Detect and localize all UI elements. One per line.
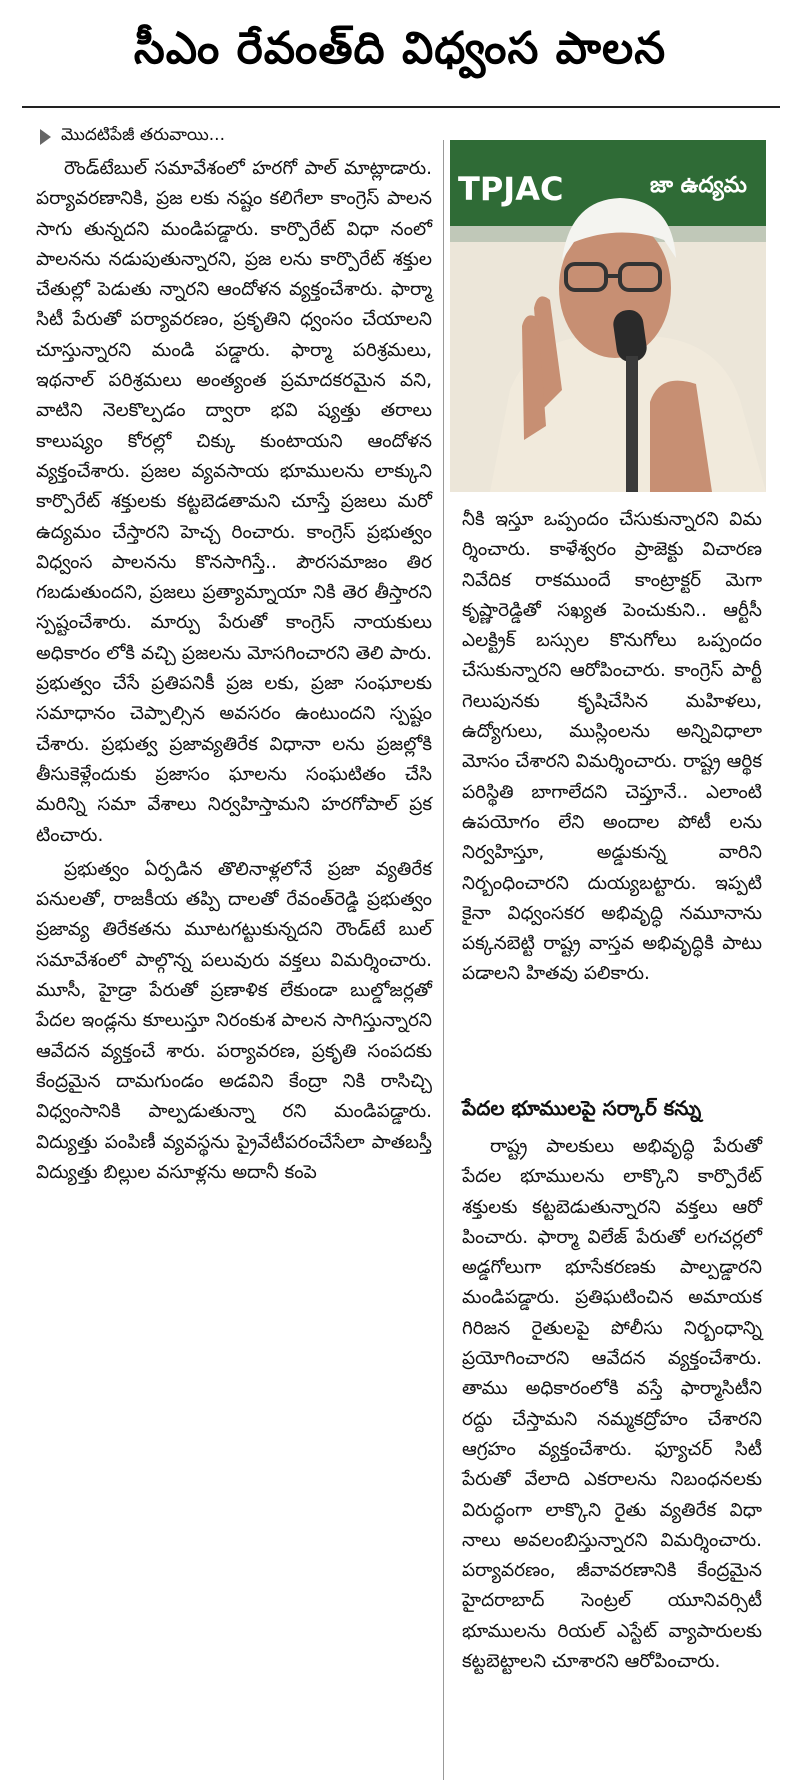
right-column-bottom	[462, 1132, 762, 1677]
right-column-top	[462, 505, 762, 990]
chevron-right-icon	[40, 129, 51, 145]
continuation-label	[40, 120, 225, 154]
right-paragraph-2: రాష్ట్ర పాలకులు అభివృద్ధి పేరుతో పేదల భూములను లాక్కొని కార్పొరేట్ శక్తులకు కట్టబెడుతున్నారని వక్తలు ఆరో పించారు. ఫార్మా విలేజ్ పేరుతో లగచర్లలో అడ్డగోలుగా భూసేకరణకు పాల్పడ్డారని మండిపడ్డారు. ప్రతిఘటించిన అమాయక గిరిజన రైతులపై పోలీసు నిర్బంధాన్ని ప్రయోగించారని ఆవేదన వ్యక్తంచేశారు. తాము అధికారంలోకి వస్తే ఫార్మాసిటీని రద్దు చేస్తామని నమ్మకద్రోహం చేశారని ఆగ్రహం వ్యక్తంచేశారు. ఫ్యూచర్ సిటీ పేరుతో వేలాది ఎకరాలను నిబంధనలకు విరుద్ధంగా లాక్కొని రైతు వ్యతిరేక విధా నాలు అవలంబిస్తున్నారని విమర్శించారు. పర్యావరణం, జీవావరణానికి కేంద్రమైన హైదరాబాద్ సెంట్రల్ యూనివర్సిటీ భూములను రియల్ ఎస్టేట్ వ్యాపారులకు కట్టబెట్టాలని చూశారని ఆరోపించారు.	[462, 1136, 762, 1673]
right-paragraph-1: నీకి ఇస్తూ ఒప్పందం చేసుకున్నారని విమ ర్శించారు. కాళేశ్వరం ప్రాజెక్టు విచారణ నివేదిక రాకముందే కాంట్రాక్టర్ మెగా కృష్ణారెడ్డితో సఖ్యత పెంచుకుని.. ఆర్టీసీ ఎలక్ట్రిక్ బస్సుల కొనుగోలు ఒప్పందం చేసుకున్నారని ఆరోపించారు. కాంగ్రెస్ పార్టీ గెలుపునకు కృషిచేసిన మహిళలు, ఉద్యోగులు, ముస్లింలను అన్నివిధాలా మోసం చేశారని విమర్శించారు. రాష్ట్ర ఆర్థిక పరిస్థితి బాగాలేదని చెప్తూనే.. ఎలాంటి ఉపయోగం లేని అందాల పోటీ లను నిర్వహిస్తూ, అడ్డుకున్న వారిని నిర్బంధించారని దుయ్యబట్టారు. ఇప్పటి కైనా విధ్వంసకర అభివృద్ధి నమూనాను పక్కనబెట్టి రాష్ట్ర వాస్తవ అభివృద్ధికి పాటు పడాలని హితవు పలికారు.	[462, 509, 762, 985]
left-paragraph-2: ప్రభుత్వం ఏర్పడిన తొలినాళ్లలోనే ప్రజా వ్యతిరేక పనులతో, రాజకీయ తప్పి దాలతో రేవంత్‌రెడ్డి ప్రభుత్వం ప్రజావ్య తిరేకతను మూటగట్టుకున్నదని రౌండ్‌టే బుల్ సమావేశంలో పాల్గొన్న పలువురు వక్తలు విమర్శించారు. మూసీ, హైడ్రా పేరుతో ప్రణాళిక లేకుండా బుల్డోజర్లతో పేదల ఇండ్లను కూలుస్తూ నిరంకుశ పాలన సాగిస్తున్నారని ఆవేదన వ్యక్తంచే శారు. పర్యావరణ, ప్రకృతి సంపదకు కేంద్రమైన దామగుండం అడవిని కేంద్రా నికి రాసిచ్చి విధ్వంసానికి పాల్పడుతున్నా రని మండిపడ్డారు. విద్యుత్తు పంపిణీ వ్యవస్థను ప్రైవేటీపరంచేసేలా పాతబస్తీ విద్యుత్తు బిల్లుల వసూళ్లను అదానీ కంపె	[36, 858, 432, 1183]
speaker-photo-graphic	[450, 140, 766, 492]
left-column	[36, 154, 432, 1188]
photo-banner-right: జా ఉద్యమ	[650, 173, 747, 198]
continuation-text: మొదటిపేజీ తరువాయి...	[61, 125, 225, 145]
subheading: పేదల భూములపై సర్కార్ కన్ను	[462, 1096, 702, 1120]
headline-rule	[22, 106, 780, 108]
left-paragraph-1: రౌండ్‌టేబుల్ సమావేశంలో హరగో పాల్ మాట్లాడారు. పర్యావరణానికి, ప్రజ లకు నష్టం కలిగేలా కాంగ్రెస్ పాలన సాగు తున్నదని మండిపడ్డారు. కార్పొరేట్ విధా నంలో పాలనను నడుపుతున్నారని, ప్రజ లను కార్పొరేట్ శక్తుల చేతుల్లో పెడుతు న్నారని ఆందోళన వ్యక్తంచేశారు. ఫార్మా సిటీ పేరుతో పర్యావరణం, ప్రకృతిని ధ్వంసం చేయాలని చూస్తున్నారని మండి పడ్డారు. ఫార్మా పరిశ్రమలు, ఇథనాల్ పరిశ్రమలు అంత్యంత ప్రమాదకరమైన వని, వాటిని నెలకొల్పడం ద్వారా భవి ష్యత్తు తరాలు కాలుష్యం కోరల్లో చిక్కు కుంటాయని ఆందోళన వ్యక్తంచేశారు. ప్రజల వ్యవసాయ భూములను లాక్కుని కార్పొరేట్ శక్తులకు కట్టబెడతామని చూస్తే ప్రజలు మరో ఉద్యమం చేస్తారని హెచ్చ రించారు. కాంగ్రెస్ ప్రభుత్వం విధ్వంస పాలనను కొనసాగిస్తే.. పౌరసమాజం తిర గబడుతుందని, ప్రజలు ప్రత్యామ్నాయా నికి తెర తీస్తారని స్పష్టంచేశారు. మార్పు పేరుతో కాంగ్రెస్ నాయకులు అధికారం లోకి వచ్చి ప్రజలను మోసగించారని తెలి పారు. ప్రభుత్వం చేసే ప్రతిపనికీ ప్రజ లకు, ప్రజా సంఘాలకు సమాధానం చెప్పాల్సిన అవసరం ఉంటుందని స్పష్టం చేశారు. ప్రభుత్వ ప్రజావ్యతిరేక విధానా లను ప్రజల్లోకి తీసుకెళ్లేందుకు ప్రజాసం ఘాలను సంఘటితం చేసి మరిన్ని సమా వేశాలు నిర్వహిస్తామని హరగోపాల్ ప్రక టించారు.	[36, 158, 432, 846]
headline: సీఎం రేవంత్‌ది విధ్వంస పాలన	[133, 23, 667, 74]
speaker-photo	[450, 140, 766, 492]
column-divider	[443, 140, 444, 1780]
photo-banner-left: TPJAC	[458, 170, 564, 208]
